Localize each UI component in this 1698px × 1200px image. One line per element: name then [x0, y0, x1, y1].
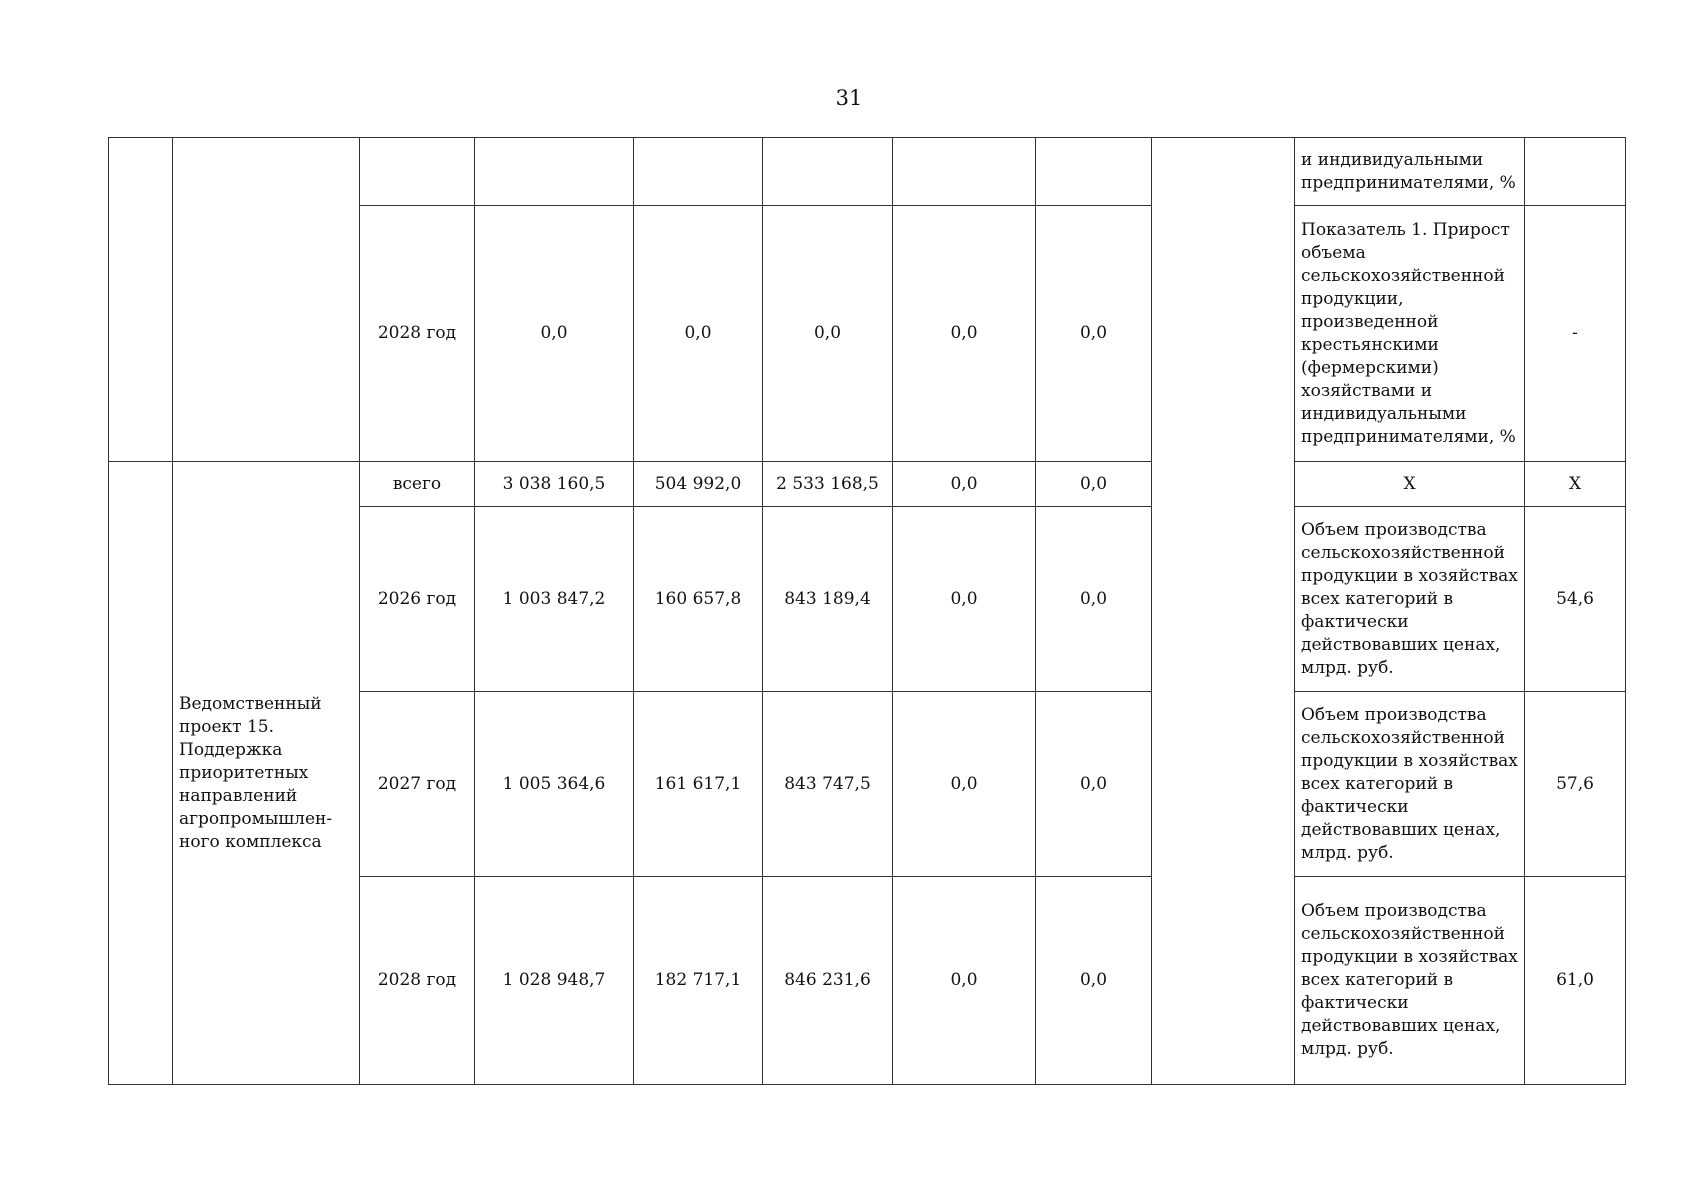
cell-value: 0,0: [893, 507, 1036, 692]
cell-name: [173, 138, 360, 462]
cell-year: 2028 год: [360, 877, 475, 1085]
cell-value: 0,0: [475, 206, 634, 462]
cell-indicator-value: 54,6: [1525, 507, 1626, 692]
cell-value: 0,0: [893, 206, 1036, 462]
cell-value: 161 617,1: [634, 692, 763, 877]
cell-value: 0,0: [1036, 206, 1152, 462]
cell-value: 843 189,4: [763, 507, 893, 692]
cell-indicator: Объем производства сельскохозяйственной продукции в хозяйствах всех категорий в фактически действовавших ценах, млрд. руб.: [1295, 877, 1525, 1085]
cell-value: 1 003 847,2: [475, 507, 634, 692]
cell-year: 2026 год: [360, 507, 475, 692]
cell-value: 0,0: [1036, 507, 1152, 692]
cell-value: 0,0: [1036, 877, 1152, 1085]
cell-value: 182 717,1: [634, 877, 763, 1085]
cell-year: [360, 138, 475, 206]
cell-value: [634, 138, 763, 206]
cell-indicator: и индивидуальными предпринимателями, %: [1295, 138, 1525, 206]
cell-value: 2 533 168,5: [763, 462, 893, 507]
cell-value: 504 992,0: [634, 462, 763, 507]
cell-indicator-value: [1525, 138, 1626, 206]
cell-value: 0,0: [1036, 462, 1152, 507]
cell-value: [1036, 138, 1152, 206]
cell-value: [475, 138, 634, 206]
cell-value: 0,0: [893, 462, 1036, 507]
project-name: Ведомственный проект 15. Поддержка приоритетных направлений агропромышлен-ного комплекса: [173, 462, 360, 1085]
cell-value: 0,0: [893, 692, 1036, 877]
cell-indicator-value: 57,6: [1525, 692, 1626, 877]
cell-indicator: Объем производства сельскохозяйственной продукции в хозяйствах всех категорий в фактически действовавших ценах, млрд. руб.: [1295, 507, 1525, 692]
cell-value: 160 657,8: [634, 507, 763, 692]
cell-indicator-value: -: [1525, 206, 1626, 462]
table-row: [109, 462, 1626, 507]
cell-value: 1 028 948,7: [475, 877, 634, 1085]
cell-year: 2028 год: [360, 206, 475, 462]
table-row: [109, 138, 1626, 206]
cell-year: 2027 год: [360, 692, 475, 877]
page-number: 31: [835, 86, 863, 110]
cell-number: [109, 462, 173, 1085]
cell-value: 843 747,5: [763, 692, 893, 877]
cell-value: 3 038 160,5: [475, 462, 634, 507]
cell-value: 0,0: [763, 206, 893, 462]
cell-value: 0,0: [1036, 692, 1152, 877]
cell-indicator: X: [1295, 462, 1525, 507]
cell-value: [763, 138, 893, 206]
cell-merged-column: [1152, 138, 1295, 1085]
cell-value: 0,0: [893, 877, 1036, 1085]
funding-table: [108, 137, 1626, 1085]
cell-value: 846 231,6: [763, 877, 893, 1085]
cell-value: 1 005 364,6: [475, 692, 634, 877]
cell-value: 0,0: [634, 206, 763, 462]
cell-value: [893, 138, 1036, 206]
cell-indicator: Объем производства сельскохозяйственной продукции в хозяйствах всех категорий в фактически действовавших ценах, млрд. руб.: [1295, 692, 1525, 877]
cell-indicator: Показатель 1. Прирост объема сельскохозяйственной продукции, произведенной крестьянскими (фермерскими) хозяйствами и индивидуальными предпринимателями, %: [1295, 206, 1525, 462]
cell-indicator-value: X: [1525, 462, 1626, 507]
cell-indicator-value: 61,0: [1525, 877, 1626, 1085]
cell-number: [109, 138, 173, 462]
cell-year: всего: [360, 462, 475, 507]
